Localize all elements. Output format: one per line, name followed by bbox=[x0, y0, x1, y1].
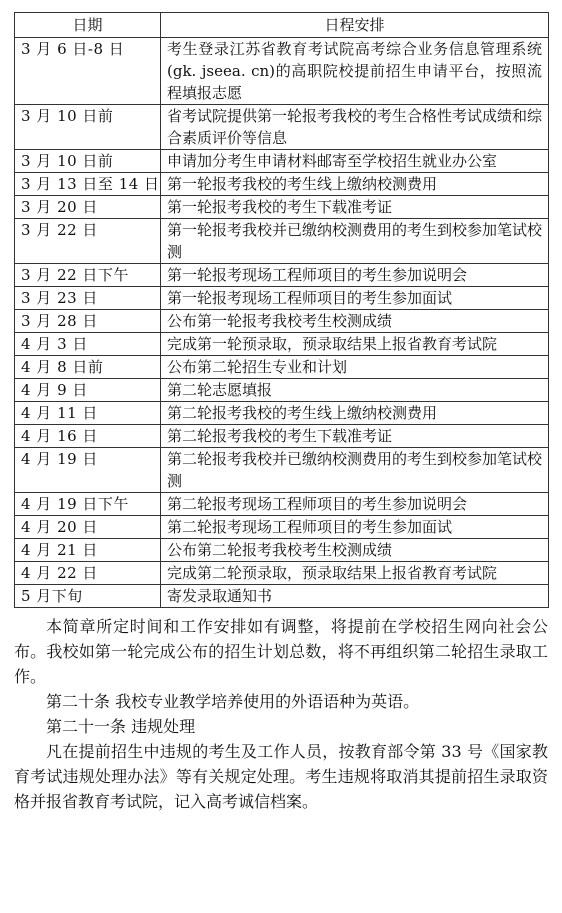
table-row bbox=[15, 333, 549, 356]
body-text bbox=[14, 614, 548, 814]
schedule-plan-cell: 第二轮报考我校的考生下载准考证 bbox=[161, 425, 549, 448]
table-header-row bbox=[15, 13, 549, 38]
schedule-date-cell: 4 月 19 日 bbox=[15, 448, 161, 493]
paragraph-adjustment-notice: 本简章所定时间和工作安排如有调整，将提前在学校招生网向社会公布。我校如第一轮完成公布的招生计划总数，将不再组织第二轮招生录取工作。 bbox=[14, 617, 548, 686]
schedule-date-cell: 3 月 6 日-8 日 bbox=[15, 38, 161, 105]
schedule-date-cell: 4 月 16 日 bbox=[15, 425, 161, 448]
schedule-plan-cell: 考生登录江苏省教育考试院高考综合业务信息管理系统(gk. jseea. cn)的高职院校提前招生申请平台，按照流程填报志愿 bbox=[161, 38, 549, 105]
schedule-date-cell: 3 月 10 日前 bbox=[15, 150, 161, 173]
table-row bbox=[15, 196, 549, 219]
schedule-plan-cell: 公布第二轮报考我校考生校测成绩 bbox=[161, 539, 549, 562]
table-row bbox=[15, 585, 549, 608]
table-row bbox=[15, 516, 549, 539]
table-row bbox=[15, 448, 549, 493]
schedule-date-cell: 4 月 21 日 bbox=[15, 539, 161, 562]
schedule-plan-cell: 第二轮报考我校的考生线上缴纳校测费用 bbox=[161, 402, 549, 425]
table-row bbox=[15, 105, 549, 150]
schedule-plan-cell: 完成第一轮预录取，预录取结果上报省教育考试院 bbox=[161, 333, 549, 356]
table-row bbox=[15, 310, 549, 333]
schedule-date-cell: 4 月 20 日 bbox=[15, 516, 161, 539]
schedule-table bbox=[14, 12, 549, 608]
table-row bbox=[15, 150, 549, 173]
paragraph-violation-handling: 凡在提前招生中违规的考生及工作人员，按教育部令第 33 号《国家教育考试违规处理办法》等有关规定处理。考生违规将取消其提前招生录取资格并报省教育考试院，记入高考诚信档案。 bbox=[14, 742, 548, 811]
schedule-date-cell: 4 月 8 日前 bbox=[15, 356, 161, 379]
schedule-plan-cell: 第二轮报考现场工程师项目的考生参加面试 bbox=[161, 516, 549, 539]
table-row bbox=[15, 38, 549, 105]
schedule-plan-cell: 完成第二轮预录取，预录取结果上报省教育考试院 bbox=[161, 562, 549, 585]
paragraph-article-21-title: 第二十一条 违规处理 bbox=[46, 717, 196, 736]
schedule-plan-cell: 公布第二轮招生专业和计划 bbox=[161, 356, 549, 379]
schedule-plan-cell: 第一轮报考现场工程师项目的考生参加说明会 bbox=[161, 264, 549, 287]
table-row bbox=[15, 402, 549, 425]
schedule-date-cell: 3 月 23 日 bbox=[15, 287, 161, 310]
table-row bbox=[15, 264, 549, 287]
schedule-date-cell: 4 月 11 日 bbox=[15, 402, 161, 425]
schedule-date-cell: 4 月 22 日 bbox=[15, 562, 161, 585]
table-row bbox=[15, 173, 549, 196]
schedule-plan-cell: 公布第一轮报考我校考生校测成绩 bbox=[161, 310, 549, 333]
schedule-plan-cell: 寄发录取通知书 bbox=[161, 585, 549, 608]
schedule-plan-cell: 第一轮报考我校的考生线上缴纳校测费用 bbox=[161, 173, 549, 196]
schedule-date-cell: 3 月 22 日 bbox=[15, 219, 161, 264]
table-row bbox=[15, 287, 549, 310]
schedule-plan-cell: 第一轮报考现场工程师项目的考生参加面试 bbox=[161, 287, 549, 310]
table-row bbox=[15, 219, 549, 264]
schedule-date-cell: 3 月 20 日 bbox=[15, 196, 161, 219]
schedule-plan-cell: 第一轮报考我校并已缴纳校测费用的考生到校参加笔试校测 bbox=[161, 219, 549, 264]
schedule-date-cell: 4 月 9 日 bbox=[15, 379, 161, 402]
table-row bbox=[15, 425, 549, 448]
schedule-date-cell: 5 月下旬 bbox=[15, 585, 161, 608]
schedule-plan-cell: 第二轮志愿填报 bbox=[161, 379, 549, 402]
schedule-date-cell: 3 月 13 日至 14 日 bbox=[15, 173, 161, 196]
schedule-date-cell: 4 月 19 日下午 bbox=[15, 493, 161, 516]
schedule-date-cell: 4 月 3 日 bbox=[15, 333, 161, 356]
schedule-date-cell: 3 月 28 日 bbox=[15, 310, 161, 333]
table-row bbox=[15, 379, 549, 402]
header-date: 日期 bbox=[15, 13, 161, 38]
schedule-plan-cell: 省考试院提供第一轮报考我校的考生合格性考试成绩和综合素质评价等信息 bbox=[161, 105, 549, 150]
table-row bbox=[15, 562, 549, 585]
header-plan: 日程安排 bbox=[161, 13, 549, 38]
table-row bbox=[15, 493, 549, 516]
table-row bbox=[15, 539, 549, 562]
schedule-plan-cell: 第一轮报考我校的考生下载准考证 bbox=[161, 196, 549, 219]
table-row bbox=[15, 356, 549, 379]
schedule-plan-cell: 申请加分考生申请材料邮寄至学校招生就业办公室 bbox=[161, 150, 549, 173]
schedule-plan-cell: 第二轮报考现场工程师项目的考生参加说明会 bbox=[161, 493, 549, 516]
schedule-date-cell: 3 月 10 日前 bbox=[15, 105, 161, 150]
schedule-date-cell: 3 月 22 日下午 bbox=[15, 264, 161, 287]
schedule-body bbox=[15, 38, 549, 608]
paragraph-article-20: 第二十条 我校专业教学培养使用的外语语种为英语。 bbox=[46, 692, 420, 711]
schedule-plan-cell: 第二轮报考我校并已缴纳校测费用的考生到校参加笔试校测 bbox=[161, 448, 549, 493]
